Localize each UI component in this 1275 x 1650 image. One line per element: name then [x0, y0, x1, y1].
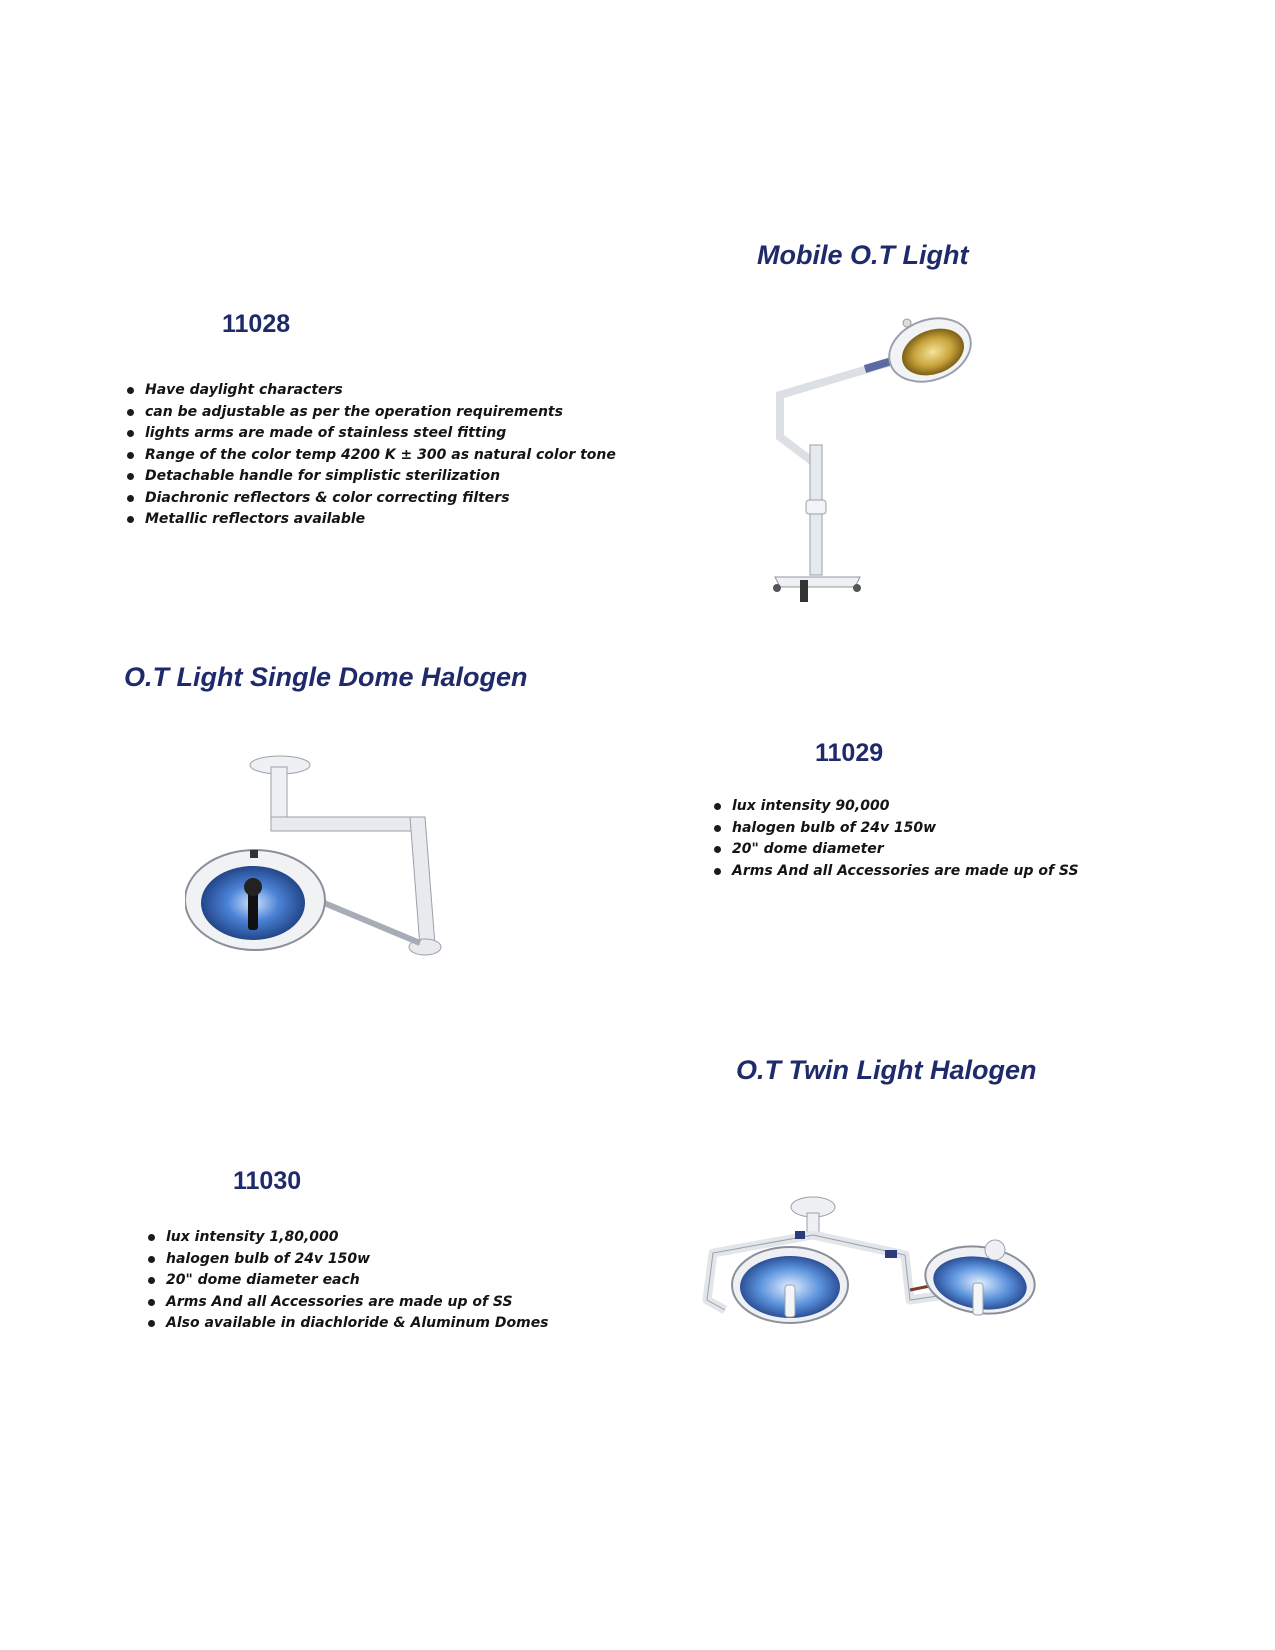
- bullet-icon: [148, 1299, 155, 1306]
- feature-item: halogen bulb of 24v 150w: [714, 818, 1079, 840]
- bullet-icon: [714, 846, 721, 853]
- feature-item: Arms And all Accessories are made up of SS: [714, 861, 1079, 883]
- bullet-icon: [714, 825, 721, 832]
- bullet-icon: [127, 473, 134, 480]
- feature-item: Arms And all Accessories are made up of SS: [148, 1292, 549, 1314]
- product-title-twin-light-halogen: O.T Twin Light Halogen: [736, 1055, 1037, 1085]
- bullet-icon: [127, 387, 134, 394]
- feature-item: Range of the color temp 4200 K ± 300 as natural color tone: [127, 445, 616, 467]
- feature-list-11028: [127, 380, 616, 531]
- bullet-icon: [148, 1234, 155, 1241]
- feature-item: Diachronic reflectors & color correcting filters: [127, 488, 616, 510]
- bullet-icon: [148, 1320, 155, 1327]
- bullet-icon: [714, 868, 721, 875]
- bullet-icon: [127, 495, 134, 502]
- feature-item: Detachable handle for simplistic sterilization: [127, 466, 616, 488]
- product-code-11029: 11029: [815, 739, 884, 767]
- product-code-11028: 11028: [222, 310, 291, 338]
- feature-item: lux intensity 1,80,000: [148, 1227, 549, 1249]
- feature-item: can be adjustable as per the operation requirements: [127, 402, 616, 424]
- product-title-mobile-ot-light: Mobile O.T Light: [757, 240, 969, 270]
- twin-light-halogen-image: [695, 1195, 1055, 1330]
- feature-item: Have daylight characters: [127, 380, 616, 402]
- single-dome-halogen-light-image: [185, 755, 460, 970]
- feature-list-11029: [714, 796, 1079, 882]
- feature-item: 20" dome diameter: [714, 839, 1079, 861]
- feature-item: Also available in diachloride & Aluminum Domes: [148, 1313, 549, 1335]
- feature-item: lux intensity 90,000: [714, 796, 1079, 818]
- feature-item: halogen bulb of 24v 150w: [148, 1249, 549, 1271]
- bullet-icon: [148, 1256, 155, 1263]
- bullet-icon: [127, 430, 134, 437]
- bullet-icon: [127, 409, 134, 416]
- bullet-icon: [148, 1277, 155, 1284]
- bullet-icon: [714, 803, 721, 810]
- feature-item: Metallic reflectors available: [127, 509, 616, 531]
- bullet-icon: [127, 452, 134, 459]
- feature-item: 20" dome diameter each: [148, 1270, 549, 1292]
- feature-item: lights arms are made of stainless steel fitting: [127, 423, 616, 445]
- feature-list-11030: [148, 1227, 549, 1335]
- product-code-11030: 11030: [233, 1167, 302, 1195]
- bullet-icon: [127, 516, 134, 523]
- product-title-single-dome-halogen: O.T Light Single Dome Halogen: [124, 662, 528, 692]
- mobile-ot-light-image: [755, 315, 975, 605]
